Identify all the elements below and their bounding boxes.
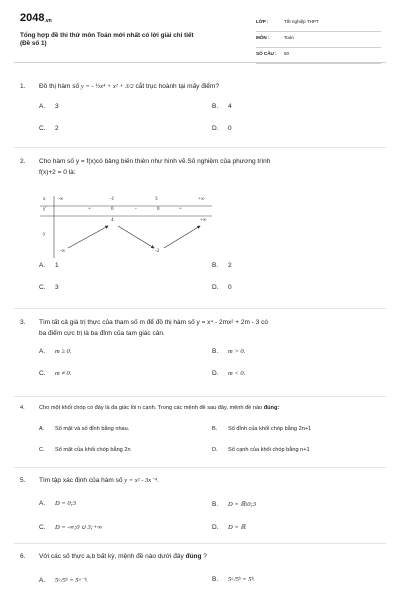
- option-letter: C.: [39, 125, 46, 132]
- stem-emphasis: đúng:: [263, 405, 280, 411]
- meta-row-class: [256, 16, 381, 32]
- question-number: 3.: [20, 319, 26, 326]
- y-value: -2: [155, 249, 160, 254]
- question-4: [20, 403, 385, 458]
- meta-key: MÔN :: [256, 35, 270, 40]
- stem-text: Với các số thực a,b bất kỳ, mệnh đề nào dưới đây: [39, 553, 186, 560]
- option-text: D = -∞;0 ∪ 3;+∞: [55, 524, 102, 531]
- option-text: 4: [228, 103, 232, 110]
- y-value: -∞: [60, 249, 66, 254]
- option-letter: D.: [212, 447, 218, 453]
- option-letter: A.: [39, 426, 45, 432]
- logo-suffix: .vn: [44, 18, 52, 24]
- question-divider: [14, 396, 386, 397]
- row-label-x: x: [43, 197, 46, 202]
- option-letter: D.: [212, 524, 219, 531]
- option-a[interactable]: [39, 262, 59, 269]
- stem-line: Cho hàm số y = f(x)có bảng biến thiên như hình vẽ.Số nghiệm của phương trình: [39, 158, 271, 165]
- meta-value: Toán: [284, 35, 294, 40]
- y-value: 4: [111, 218, 114, 223]
- header-divider: [14, 62, 386, 63]
- option-letter: D.: [212, 284, 219, 291]
- option-text: 2: [55, 125, 59, 132]
- option-text: Số đỉnh của khối chóp bằng 2n+1: [228, 426, 312, 432]
- question-5: [20, 475, 385, 530]
- question-3: [20, 317, 385, 383]
- stem-formula: y = x² - 3x⁻⁴: [124, 477, 157, 484]
- stem-line: Tìm tất cả giá trị thực của tham số m để đồ thị hàm số y = x⁴ - 2mx² + 2m - 3 có: [39, 319, 268, 326]
- logo-text: 2048: [20, 12, 45, 24]
- row-label-y: y: [43, 232, 46, 237]
- option-text: D = 0;3: [55, 500, 76, 507]
- sign: +: [179, 207, 182, 212]
- option-c[interactable]: [39, 125, 59, 132]
- question-divider: [14, 543, 386, 544]
- question-stem: [20, 475, 385, 486]
- option-text: 5ᵃ/5ᵇ = 5ᵇ.: [228, 576, 255, 583]
- option-text: m > 0.: [228, 348, 246, 355]
- stem-text: Tìm tập xác định của hàm số: [39, 477, 125, 484]
- site-logo[interactable]: [20, 12, 52, 24]
- option-letter: D.: [212, 370, 219, 377]
- option-text: m ≥ 0.: [55, 348, 72, 355]
- option-b[interactable]: [212, 500, 256, 508]
- sign: +: [88, 207, 91, 212]
- option-b[interactable]: [212, 576, 255, 583]
- question-number: 2.: [20, 158, 26, 165]
- option-b[interactable]: [212, 103, 232, 110]
- option-c[interactable]: [39, 447, 131, 453]
- option-letter: C.: [39, 524, 46, 531]
- option-text: m < 0.: [228, 370, 246, 377]
- question-number: 5.: [20, 477, 26, 484]
- option-letter: B.: [212, 576, 219, 583]
- y-value: +∞: [200, 218, 207, 223]
- sign: 0: [157, 207, 160, 212]
- document-meta: [256, 16, 381, 64]
- option-c[interactable]: [39, 370, 71, 377]
- option-b[interactable]: [212, 426, 311, 432]
- option-d[interactable]: [212, 284, 232, 291]
- meta-value: 50: [284, 51, 290, 56]
- option-text: 5ᵃ/5ᵇ = 5ᵃ⁻ᵇ.: [55, 577, 88, 584]
- option-letter: B.: [212, 348, 219, 355]
- decrease-arrow: [118, 226, 154, 248]
- x-value: -1: [110, 197, 115, 202]
- option-c[interactable]: [39, 284, 59, 291]
- option-a[interactable]: [39, 576, 88, 584]
- x-value: 3: [155, 197, 158, 202]
- option-letter: B.: [212, 103, 219, 110]
- question-2: [20, 156, 385, 178]
- stem-line: ba điểm cực trị là ba đỉnh của tam giác cân.: [39, 330, 165, 337]
- question-number: 4.: [20, 405, 25, 411]
- increase-arrow: [68, 226, 108, 248]
- option-c[interactable]: [39, 523, 102, 531]
- option-d[interactable]: [212, 447, 310, 453]
- x-value: -∞: [58, 197, 64, 202]
- option-text: Số mặt của khối chóp bằng 2n: [55, 447, 131, 453]
- option-letter: C.: [39, 284, 46, 291]
- stem-text: Đồ thị hàm số: [39, 83, 81, 90]
- stem-formula: y = - ½x⁴ + x² + 3/2: [80, 83, 134, 90]
- option-letter: D.: [212, 125, 219, 132]
- option-letter: C.: [39, 370, 46, 377]
- question-number: 1.: [20, 83, 26, 90]
- sign: -: [135, 207, 137, 212]
- option-letter: A.: [39, 103, 46, 110]
- option-b[interactable]: [212, 348, 245, 355]
- option-b[interactable]: [212, 262, 232, 269]
- option-letter: A.: [39, 262, 46, 269]
- question-6: [20, 551, 385, 606]
- option-text: 0: [228, 125, 232, 132]
- document-title: [20, 32, 240, 48]
- title-line-2: (Đề số 1): [20, 40, 47, 47]
- stem-text: .: [156, 477, 159, 484]
- option-letter: A.: [39, 500, 46, 507]
- option-text: 3: [55, 284, 59, 291]
- stem-text: ?: [201, 553, 207, 560]
- question-number: 6.: [20, 553, 26, 560]
- variation-table: [40, 196, 212, 258]
- question-stem: [20, 317, 385, 339]
- option-text: 0: [228, 284, 232, 291]
- sign: 0: [111, 207, 114, 212]
- option-letter: B.: [212, 262, 219, 269]
- answer-options: [20, 339, 385, 383]
- question-stem: [20, 551, 385, 562]
- option-d[interactable]: [212, 370, 245, 377]
- option-a[interactable]: [39, 348, 71, 355]
- answer-options: [20, 486, 385, 530]
- answer-options: [20, 92, 385, 136]
- option-d[interactable]: [212, 125, 232, 132]
- question-stem: [20, 156, 385, 178]
- question-1: [20, 81, 385, 136]
- meta-key: LỚP :: [256, 19, 269, 24]
- answer-options: [20, 562, 385, 606]
- question-2-options: [20, 262, 385, 306]
- stem-text: Cho một khối chóp có đáy là đa giác lồi n cạnh. Trong các mệnh đề sau đây, mệnh đề nào: [39, 405, 264, 411]
- question-stem: [20, 81, 385, 92]
- option-letter: A.: [39, 348, 46, 355]
- x-value: +∞: [198, 197, 205, 202]
- meta-key: SỐ CÂU :: [256, 51, 277, 56]
- option-text: 3: [55, 103, 59, 110]
- meta-row-subject: [256, 32, 381, 48]
- option-text: Số cạnh của khối chóp bằng n+1: [228, 447, 310, 453]
- title-line-1: Tổng hợp đề thi thử môn Toán mới nhất có lời giải chi tiết: [20, 32, 194, 39]
- increase-arrow: [164, 226, 200, 248]
- stem-text: cắt trục hoành tại mấy điểm?: [133, 83, 219, 90]
- option-letter: B.: [212, 501, 219, 508]
- option-text: D = ℝ: [228, 524, 246, 531]
- option-text: Số mặt và số đỉnh bằng nhau.: [55, 426, 130, 432]
- option-a[interactable]: [39, 500, 76, 507]
- stem-emphasis: đúng: [185, 553, 202, 560]
- option-a[interactable]: [39, 426, 129, 432]
- option-a[interactable]: [39, 103, 59, 110]
- option-text: m ≠ 0.: [55, 370, 72, 377]
- answer-options: [20, 262, 385, 306]
- option-text: D = ℝ\0;3: [228, 501, 256, 508]
- meta-value: Tốt nghiệp THPT: [284, 19, 319, 24]
- row-label-dy: y': [43, 207, 47, 212]
- question-stem: [20, 403, 385, 414]
- option-letter: B.: [212, 426, 218, 432]
- variation-table-grid: [40, 196, 212, 258]
- option-d[interactable]: [212, 523, 245, 531]
- option-letter: A.: [39, 577, 46, 584]
- answer-options: [20, 414, 385, 458]
- question-divider: [14, 467, 386, 468]
- option-letter: C.: [39, 447, 45, 453]
- question-divider: [14, 147, 386, 148]
- option-text: 1: [55, 262, 59, 269]
- question-divider: [14, 308, 386, 309]
- stem-line: f(x)+2 = 0 là:: [39, 169, 76, 176]
- option-text: 2: [228, 262, 232, 269]
